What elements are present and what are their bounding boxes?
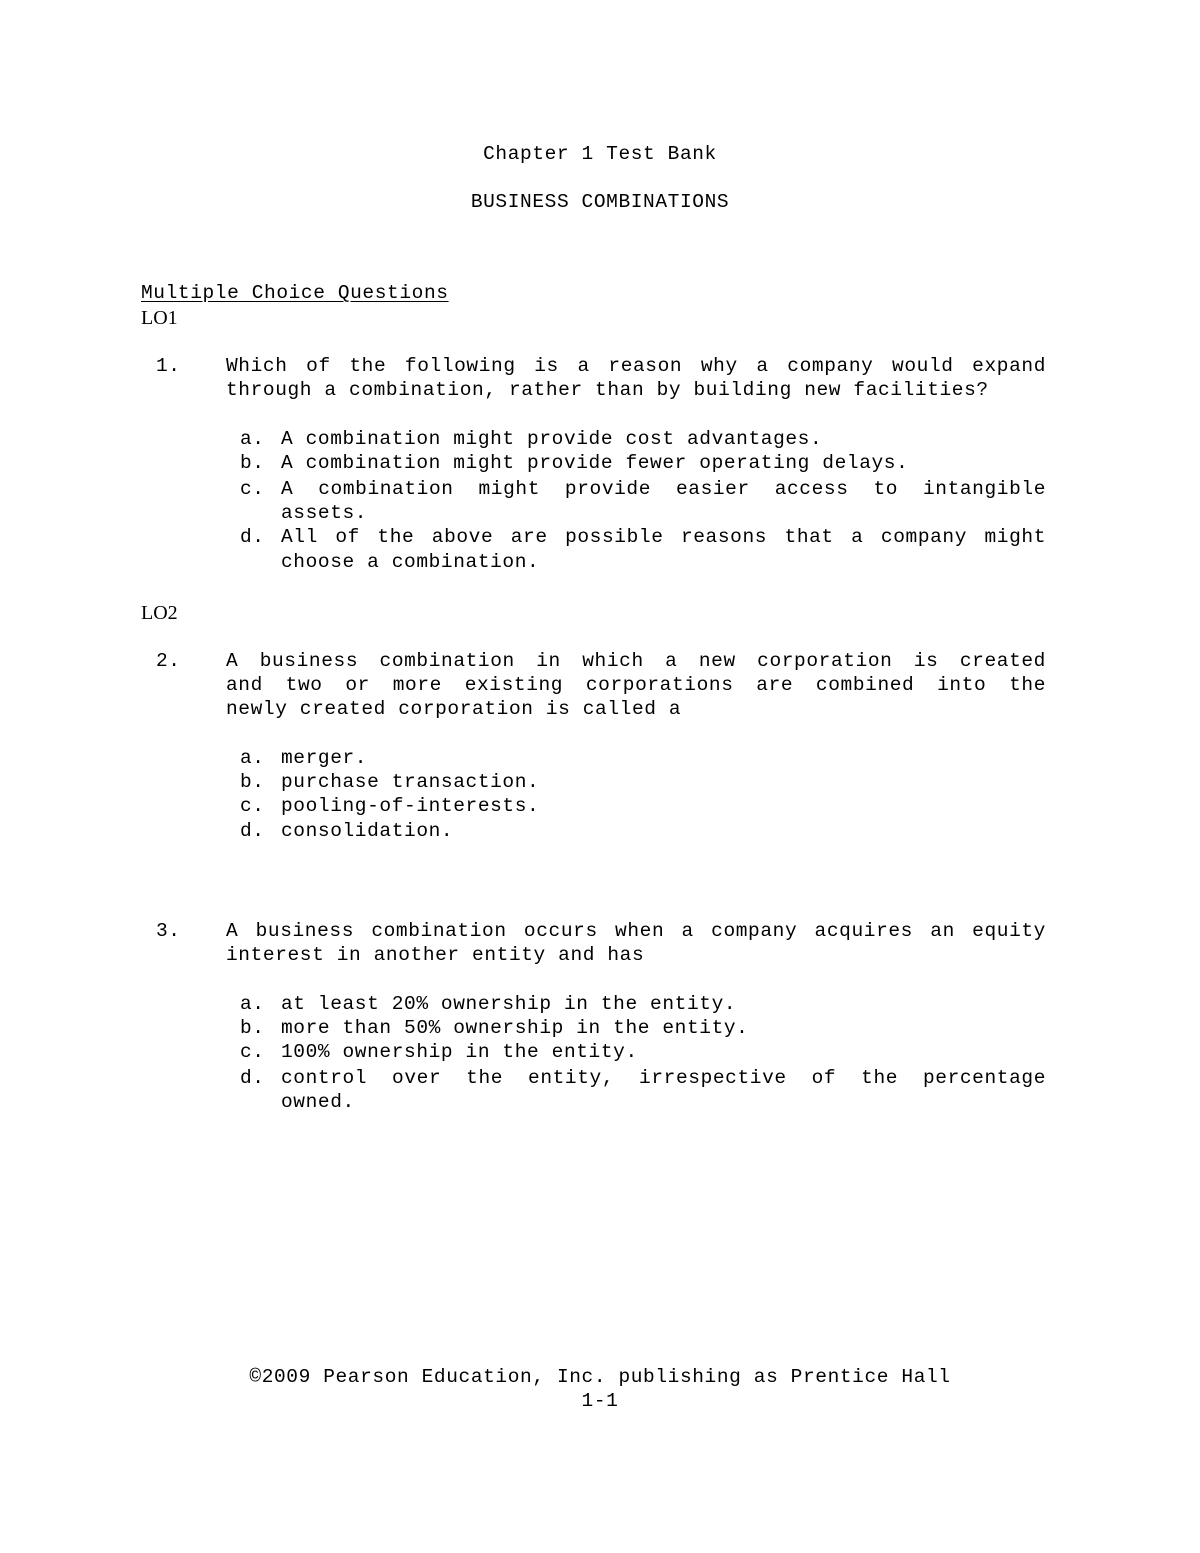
learning-objective-lo1: LO1 xyxy=(141,307,178,329)
option-letter: b. xyxy=(240,452,265,474)
footer-page-number: 1-1 xyxy=(581,1390,619,1412)
chapter-title: Chapter 1 Test Bank xyxy=(483,143,717,165)
option-text: A combination might provide cost advantages. xyxy=(281,428,823,450)
option-text: consolidation. xyxy=(281,820,454,842)
option-text-continued: choose a combination. xyxy=(281,551,540,573)
question-stem-line: newly created corporation is called a xyxy=(226,698,682,720)
option-letter: a. xyxy=(240,428,265,450)
question-number: 1. xyxy=(156,355,181,377)
question-stem-line: Which of the following is a reason why a company would expand xyxy=(226,355,1046,377)
option-text: All of the above are possible reasons that a company might xyxy=(281,526,1046,548)
option-text: 100% ownership in the entity. xyxy=(281,1041,638,1063)
option-text: at least 20% ownership in the entity. xyxy=(281,993,737,1015)
option-text: A combination might provide fewer operating delays. xyxy=(281,452,909,474)
question-stem-line: through a combination, rather than by building new facilities? xyxy=(226,379,989,401)
option-letter: c. xyxy=(240,795,265,817)
question-stem-line: A business combination in which a new corporation is created xyxy=(226,650,1046,672)
option-letter: a. xyxy=(240,993,265,1015)
question-number: 3. xyxy=(156,920,181,942)
question-stem-line: interest in another entity and has xyxy=(226,944,645,966)
option-letter: b. xyxy=(240,771,265,793)
question-stem-line: and two or more existing corporations are combined into the xyxy=(226,674,1046,696)
subject-title: BUSINESS COMBINATIONS xyxy=(470,191,730,213)
option-text-continued: owned. xyxy=(281,1091,355,1113)
learning-objective-lo2: LO2 xyxy=(141,602,178,624)
question-number: 2. xyxy=(156,650,181,672)
option-text-continued: assets. xyxy=(281,502,368,524)
question-stem-line: A business combination occurs when a company acquires an equity xyxy=(226,920,1046,942)
option-text: control over the entity, irrespective of the percentage xyxy=(281,1067,1046,1089)
option-text: pooling-of-interests. xyxy=(281,795,540,817)
option-text: purchase transaction. xyxy=(281,771,540,793)
option-text: A combination might provide easier access to intangible xyxy=(281,478,1046,500)
section-title: Multiple Choice Questions xyxy=(141,282,449,304)
footer-copyright: ©2009 Pearson Education, Inc. publishing as Prentice Hall xyxy=(249,1366,951,1388)
option-letter: d. xyxy=(240,820,265,842)
option-letter: d. xyxy=(240,1067,265,1089)
option-text: merger. xyxy=(281,747,368,769)
option-letter: c. xyxy=(240,478,265,500)
option-letter: a. xyxy=(240,747,265,769)
option-letter: c. xyxy=(240,1041,265,1063)
option-letter: b. xyxy=(240,1017,265,1039)
option-letter: d. xyxy=(240,526,265,548)
option-text: more than 50% ownership in the entity. xyxy=(281,1017,749,1039)
